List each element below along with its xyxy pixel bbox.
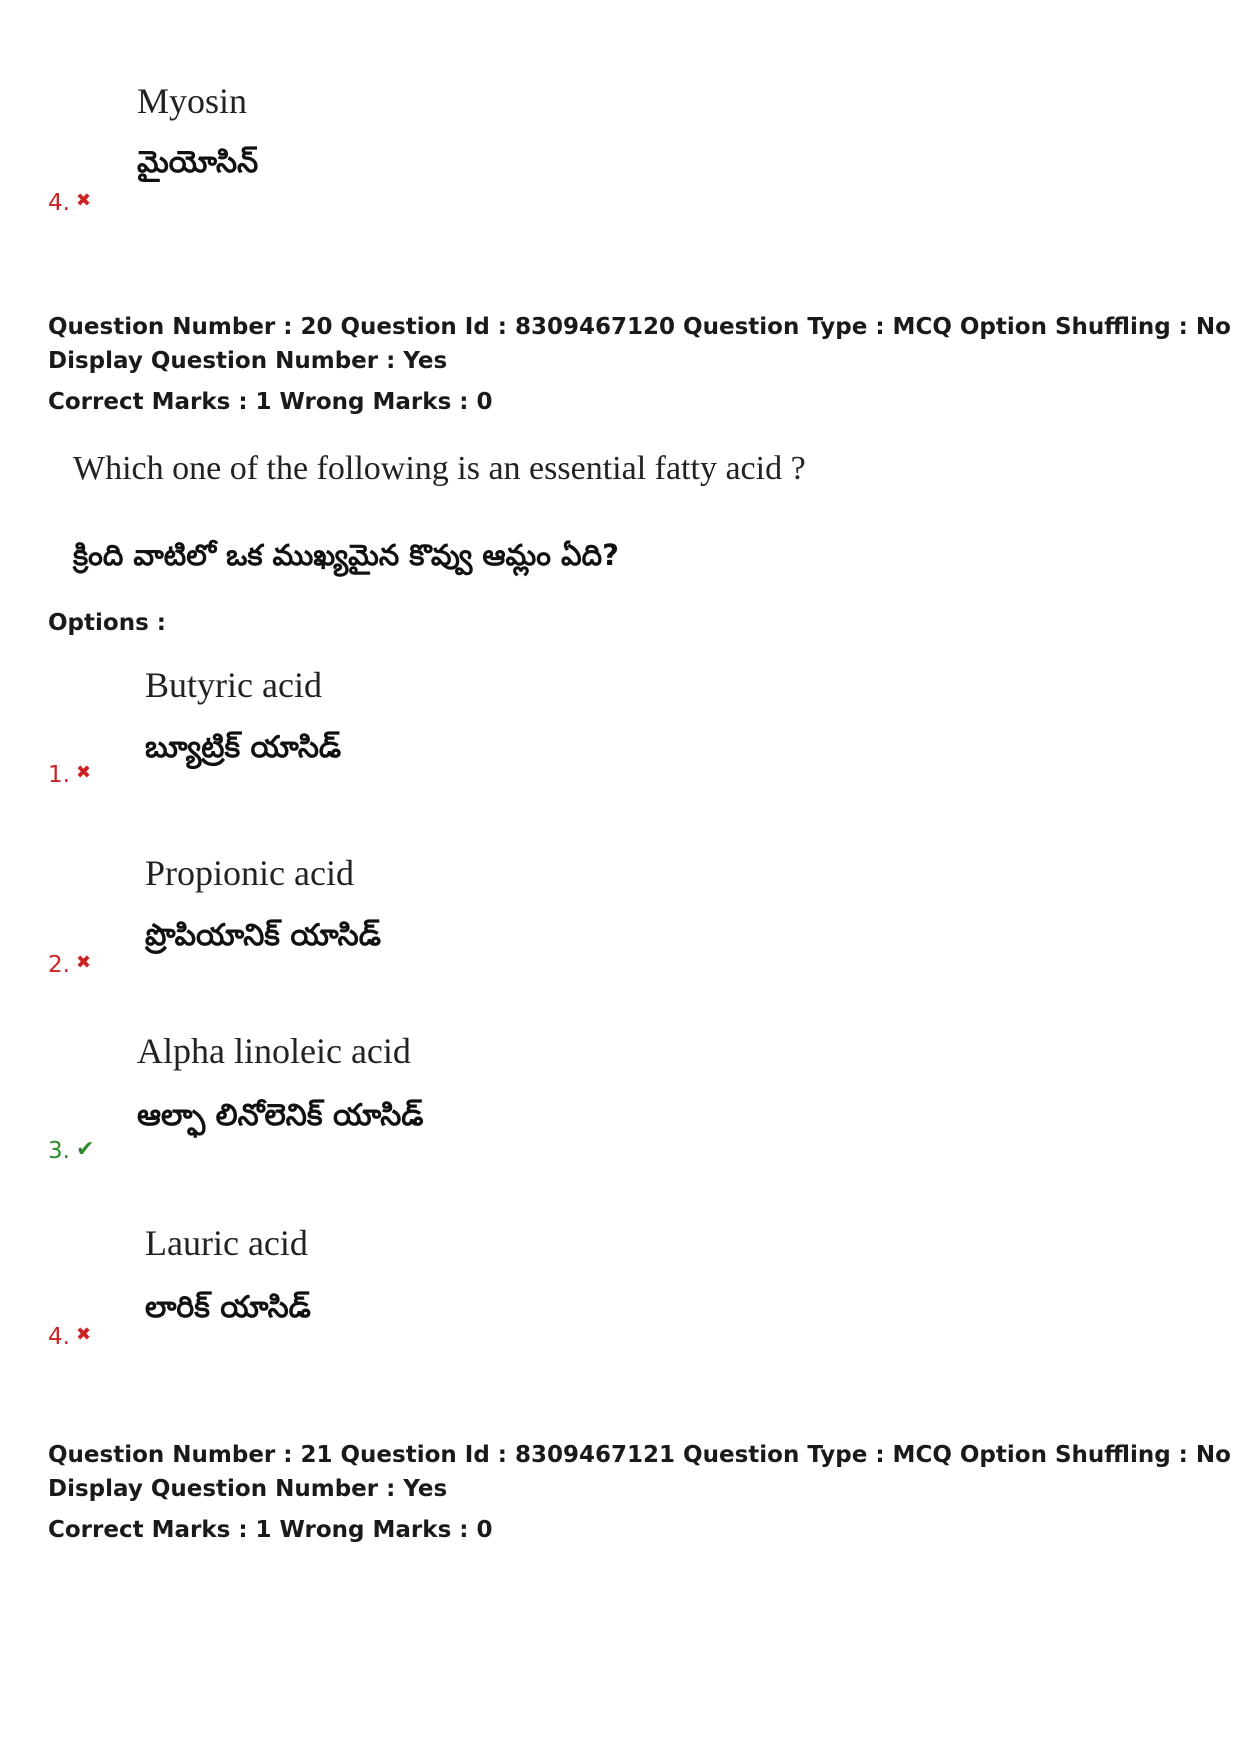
prev-option-4-telugu: మైయోసిన్ — [137, 145, 259, 180]
option-number-label: 4. — [48, 190, 70, 216]
option-number-label: 1. — [48, 762, 70, 788]
q21-header-line2: Display Question Number : Yes — [48, 1476, 448, 1502]
wrong-mark-icon: ✖ — [75, 1324, 92, 1345]
q20-header-line1: Question Number : 20 Question Id : 8309467120 Question Type : MCQ Option Shuffling : No — [48, 314, 1231, 340]
wrong-mark-icon: ✖ — [75, 762, 92, 783]
q20-option-1-telugu: బ్యూట్రిక్ యాసిడ్ — [145, 730, 342, 765]
q21-header-line1: Question Number : 21 Question Id : 8309467121 Question Type : MCQ Option Shuffling : No — [48, 1442, 1231, 1468]
q20-option-4-english: Lauric acid — [145, 1223, 308, 1263]
q20-header-line2: Display Question Number : Yes — [48, 348, 448, 374]
q20-option-3-telugu: ఆల్ఫా లినోలెనిక్ యాసిడ్ — [137, 1098, 424, 1133]
q20-option-4-telugu: లారిక్ యాసిడ్ — [145, 1290, 311, 1325]
wrong-mark-icon: ✖ — [75, 190, 92, 211]
option-number-label: 3. — [48, 1138, 70, 1164]
q20-option-1-number — [48, 762, 91, 788]
q20-question-telugu: క్రింది వాటిలో ఒక ముఖ్యమైన కొవ్వు ఆమ్లం ఏది? — [73, 538, 619, 572]
q20-option-2-number — [48, 952, 91, 978]
wrong-mark-icon: ✖ — [75, 952, 92, 973]
correct-check-icon: ✔ — [75, 1137, 95, 1162]
q20-options-label: Options : — [48, 610, 166, 636]
q20-option-1-english: Butyric acid — [145, 665, 322, 705]
q21-marks: Correct Marks : 1 Wrong Marks : 0 — [48, 1517, 493, 1543]
q20-option-2-english: Propionic acid — [145, 853, 354, 893]
q20-option-3-english: Alpha linoleic acid — [137, 1031, 411, 1071]
option-number-label: 4. — [48, 1324, 70, 1350]
q20-option-4-number — [48, 1324, 91, 1350]
prev-option-4-english: Myosin — [137, 81, 248, 121]
option-number-label: 2. — [48, 952, 70, 978]
q20-option-2-telugu: ప్రొపియానిక్ యాసిడ్ — [145, 918, 381, 953]
q20-option-3-number — [48, 1138, 94, 1164]
q20-question-english: Which one of the following is an essential fatty acid ? — [73, 450, 806, 487]
q20-marks: Correct Marks : 1 Wrong Marks : 0 — [48, 389, 493, 415]
prev-option-4-number — [48, 190, 91, 216]
